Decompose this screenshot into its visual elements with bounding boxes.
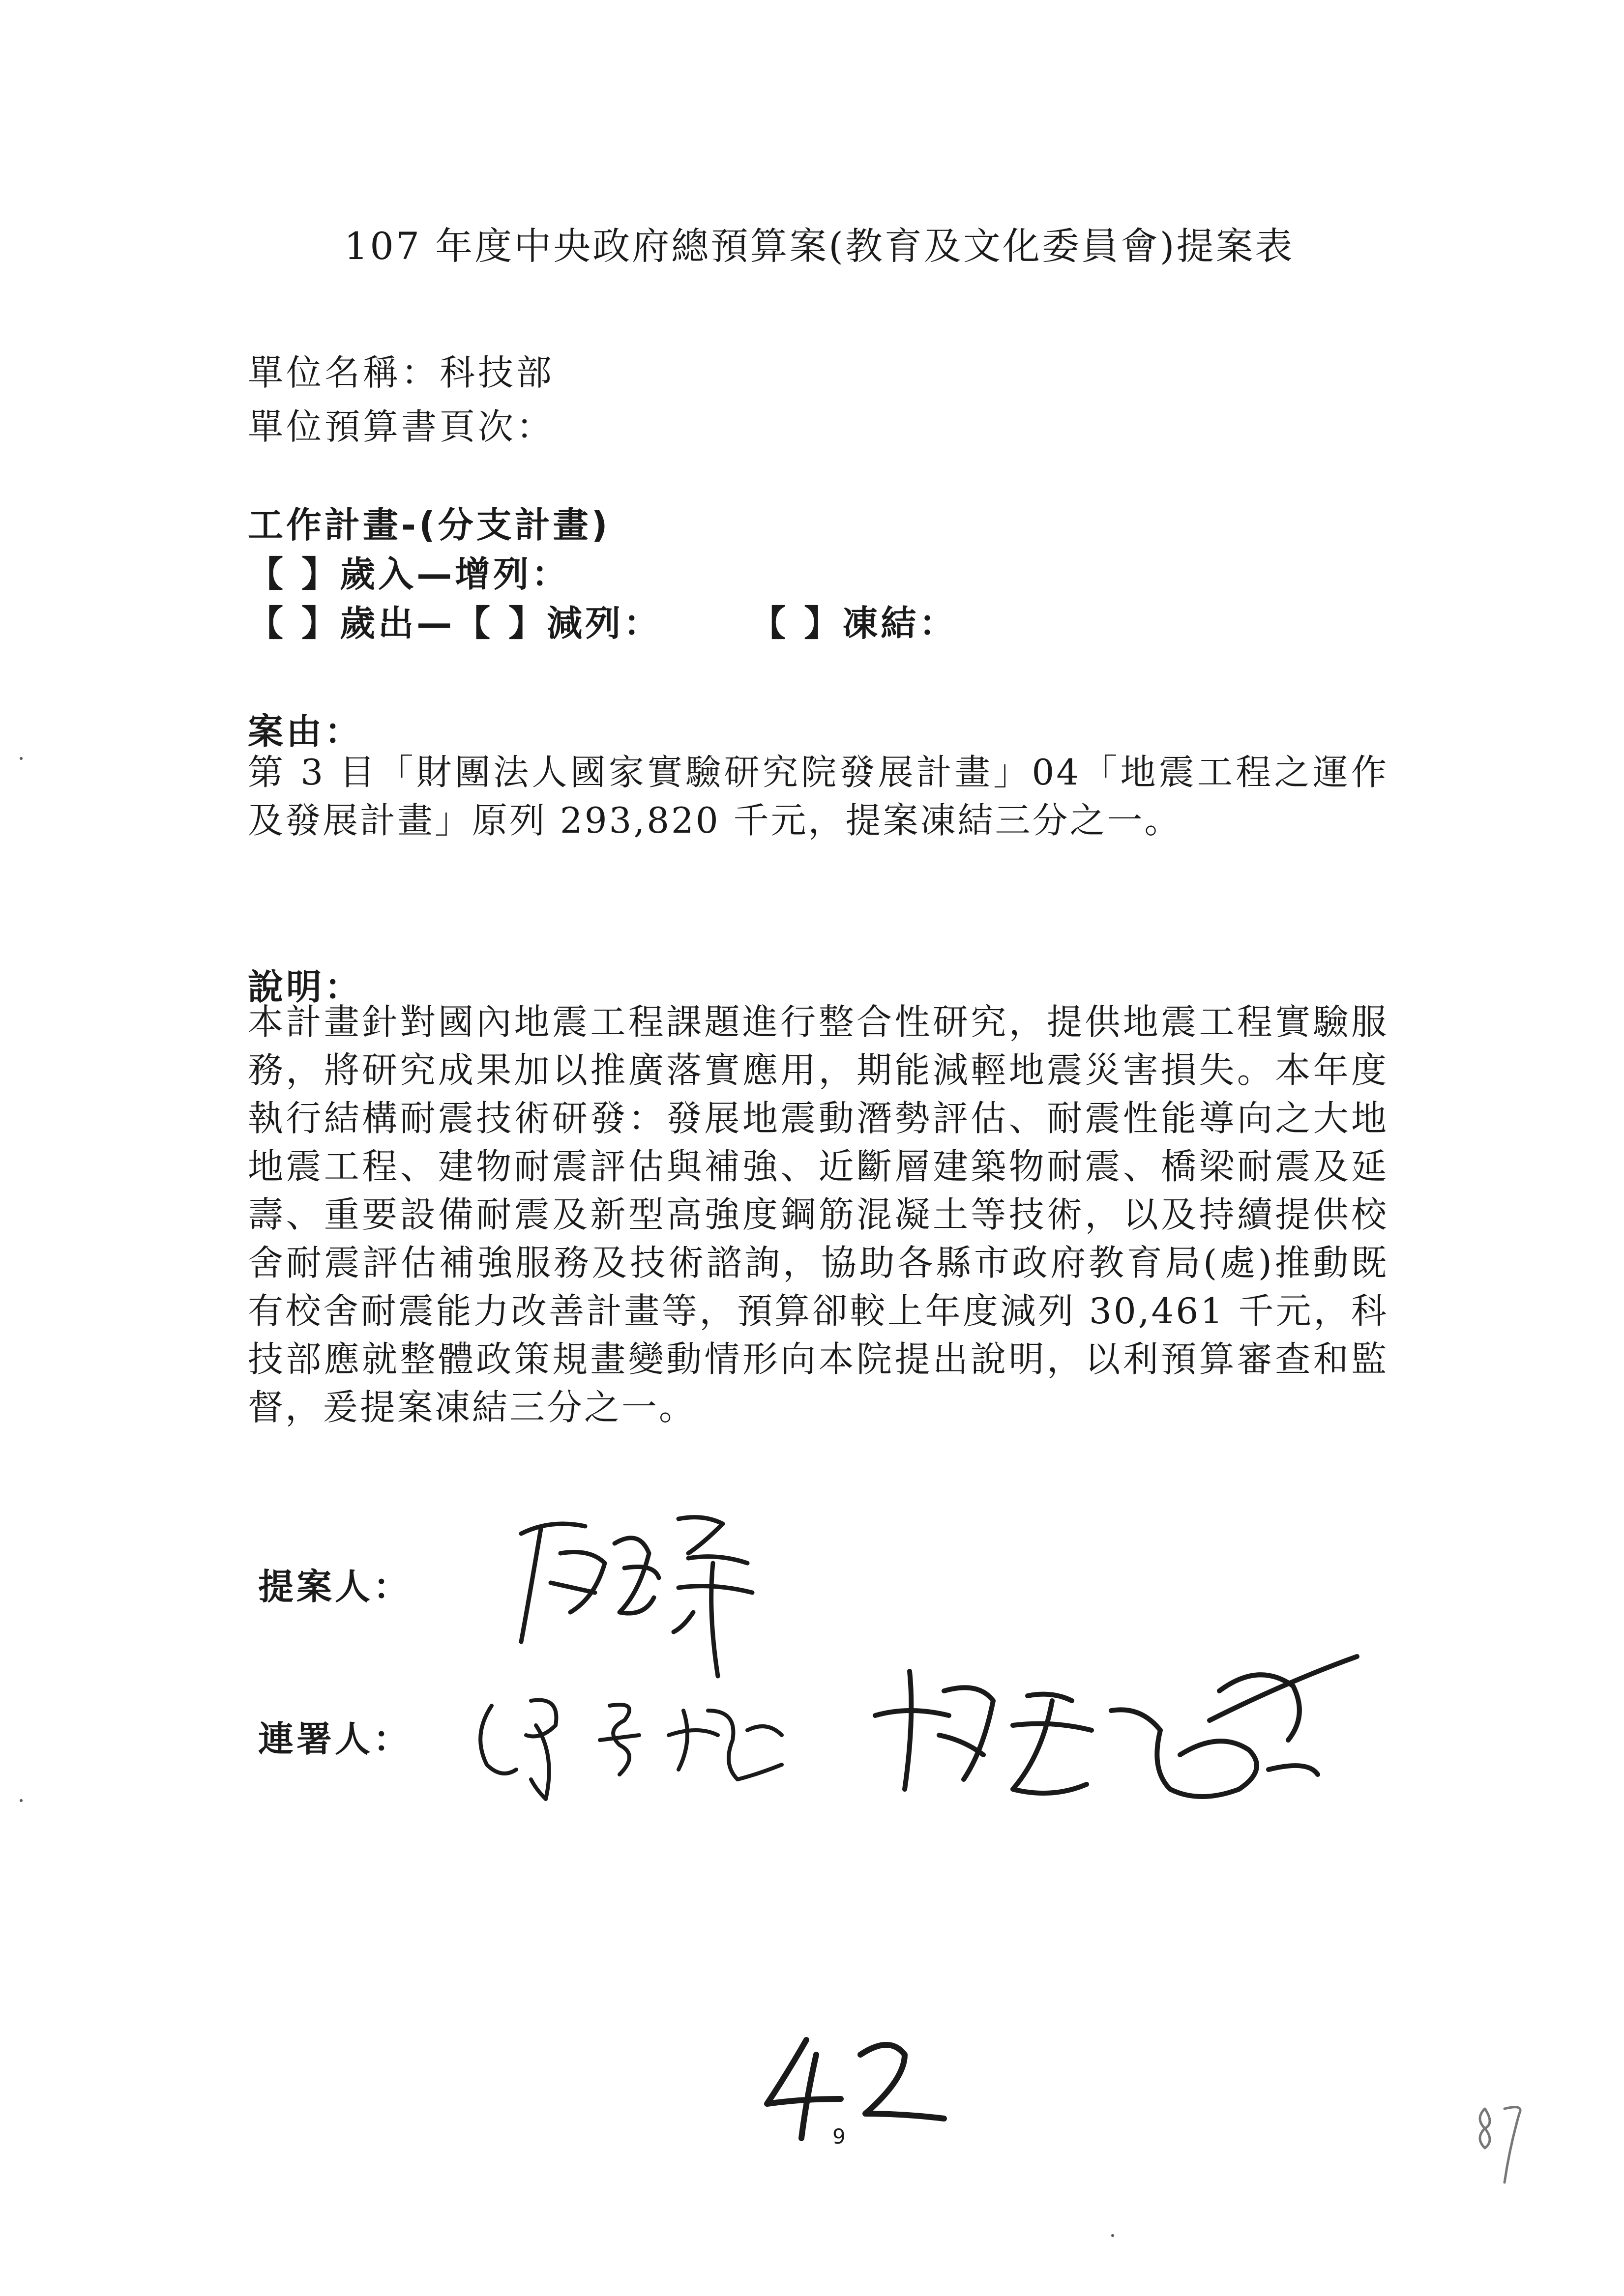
scan-speck	[1111, 2234, 1114, 2237]
reduce-checkbox: 【 】	[455, 603, 547, 644]
expenditure-checkbox: 【 】	[248, 603, 340, 644]
expenditure-row	[248, 595, 957, 646]
explanation-heading: 說明：	[248, 966, 363, 1008]
explanation-text: 本計畫針對國內地震工程課題進行整合性研究，提供地震工程實驗服務，將研究成果加以推廣落實應用，期能減輕地震災害損失。本年度執行結構耐震技術研發：發展地震動潛勢評估、耐震性能導向之大地地震工程、建物耐震評估與補強、近斷層建築物耐震、橋梁耐震及延壽、重要設備耐震及新型高強度鋼筋混凝土等技術，以及持續提供校舍耐震評估補強服務及技術諮詢，協助各縣市政府教育局(處)推動既有校舍耐震能力改善計畫等，預算卻較上年度減列 30,461 千元，科技部應就整體政策規畫變動情形向本院提出說明，以利預算審查和監督，爰提案凍結三分之一。	[248, 1001, 1388, 1428]
reason-heading: 案由：	[248, 711, 363, 752]
freeze-checkbox: 【 】	[750, 603, 843, 644]
budget-page-ref: 單位預算書頁次：	[248, 406, 555, 447]
scan-speck	[20, 1799, 23, 1802]
reason-text: 第 3 目「財團法人國家實驗研究院發展計畫」04「地震工程之運作及發展計畫」原列 293,820 千元，提案凍結三分之一。	[248, 752, 1388, 841]
unit-name: 單位名稱：科技部	[248, 352, 555, 393]
expenditure-label: 歲出—	[340, 603, 455, 644]
reduce-label: 減列：	[547, 603, 662, 644]
cosigner-signature-1	[462, 1681, 836, 1809]
margin-mark	[1470, 2094, 1544, 2192]
freeze-label: 凍結：	[842, 603, 958, 644]
proposer-label: 提案人：	[258, 1566, 412, 1607]
scan-speck	[20, 757, 23, 760]
revenue-row	[248, 546, 570, 597]
page-number: 9	[832, 2124, 846, 2149]
proposer-signature	[492, 1499, 797, 1686]
document-title: 107 年度中央政府總預算案(教育及文化委員會)提案表	[344, 224, 1295, 268]
revenue-label: 歲入—增列：	[340, 553, 570, 595]
handwritten-number	[747, 2025, 964, 2153]
revenue-checkbox: 【 】	[248, 553, 340, 595]
cosigner-signature-2	[865, 1642, 1377, 1848]
cosigner-label: 連署人：	[258, 1718, 412, 1760]
work-plan-label: 工作計畫-(分支計畫)	[248, 504, 611, 546]
